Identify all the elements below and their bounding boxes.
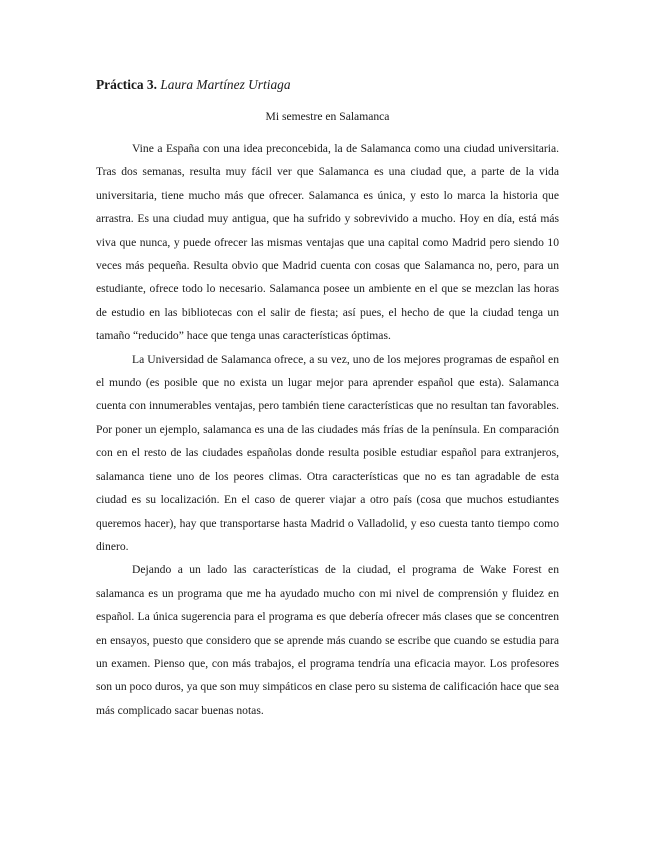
paragraph-3: Dejando a un lado las características de la ciudad, el programa de Wake Forest en salamanca es un programa que me ha ayudado mucho con mi nivel de comprensión y fluidez en español. La única sugerencia para el programa es que debería ofrecer más clases que se concentren en ensayos, puesto que considero que se aprende más cuando se escribe que cuando se estudia para un examen. Pienso que, con más trabajos, el programa tendría una eficacia mayor. Los profesores son un poco duros, ya que son muy simpáticos en clase pero su sistema de calificación hace que sea más complicado sacar buenas notas.	[96, 563, 559, 717]
document-title: Mi semestre en Salamanca	[265, 110, 390, 123]
paragraph-1: Vine a España con una idea preconcebida, la de Salamanca como una ciudad universitaria. Tras dos semanas, resulta muy fácil ver que Salamanca es una ciudad que, a parte de la vida universitaria, tiene mucho más que ofrecer. Salamanca es única, y esto lo marca la historia que arrastra. Es una ciudad muy antigua, que ha sufrido y sobrevivido a mucho. Hoy en día, está más viva que nunca, y puede ofrecer las mismas ventajas que una capital como Madrid pero siendo 10 veces más pequeña. Resulta obvio que Madrid cuenta con cosas que Salamanca no, pero, para un estudiante, ofrece todo lo necesario. Salamanca posee un ambiente en el que se mezclan las horas de estudio en las bibliotecas con el salir de fiesta; así pues, el hecho de que la ciudad tenga un tamaño “reducido” hace que tenga unas características óptimas.	[96, 142, 559, 343]
paragraph-2: La Universidad de Salamanca ofrece, a su vez, uno de los mejores programas de español en el mundo (es posible que no exista un lugar mejor para aprender español que esta). Salamanca cuenta con innumerables ventajas, pero también tiene características que no resultan tan favorables. Por poner un ejemplo, salamanca es una de las ciudades más frías de la península. En comparación con en el resto de las ciudades españolas donde resulta posible estudiar español para extranjeros, salamanca tiene uno de los peores climas. Otra características que no es tan agradable de esta ciudad es su localización. En el caso de querer viajar a otro país (cosa que muchos estudiantes queremos hacer), hay que transportarse hasta Madrid o Valladolid, y eso cuesta tanto tiempo como dinero.	[96, 352, 559, 553]
document-heading	[96, 76, 559, 94]
author-name: Laura Martínez Urtiaga	[160, 77, 291, 92]
practice-label: Práctica 3.	[96, 77, 157, 92]
document-page	[96, 76, 559, 722]
